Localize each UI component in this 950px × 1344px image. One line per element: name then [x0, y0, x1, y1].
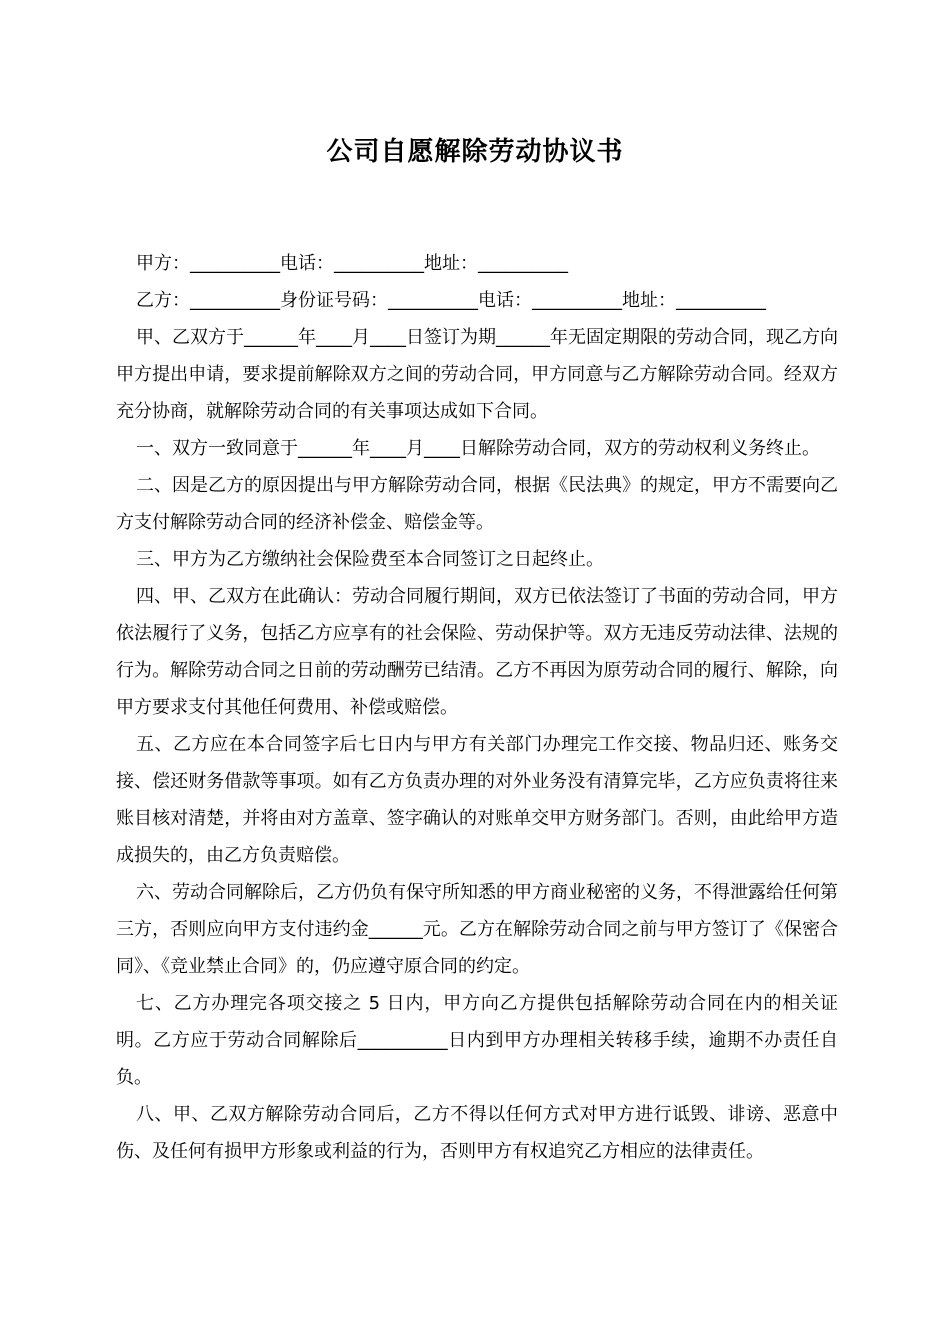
clause-5: 五、乙方应在本合同签字后七日内与甲方有关部门办理完工作交接、物品归还、账务交接、偿还财务借款等事项。如有乙方负责办理的对外业务没有清算完毕，乙方应负责将往来账目核对清楚，并将由对方盖章、签字确认的对账单交甲方财务部门。否则，由此给甲方造成损失的，由乙方负责赔偿。 — [116, 734, 838, 866]
clause-7: 七、乙方办理完各项交接之 5 日内，甲方向乙方提供包括解除劳动合同在内的相关证明。乙方应于劳动合同解除后__________日内到甲方办理相关转移手续，逾期不办责任自负。 — [116, 993, 838, 1088]
clause-1: 一、双方一致同意于______年____月____日解除劳动合同，双方的劳动权利义务终止。 — [136, 438, 820, 459]
party-a-line: 甲方：__________电话：__________地址：__________ — [136, 253, 568, 274]
intro-paragraph: 甲、乙双方于______年____月____日签订为期______年无固定期限的劳动合同，现乙方向甲方提出申请，要求提前解除双方之间的劳动合同，甲方同意与乙方解除劳动合同。经双方充分协商，就解除劳动合同的有关事项达成如下合同。 — [116, 327, 838, 422]
clause-3: 三、甲方为乙方缴纳社会保险费至本合同签订之日起终止。 — [136, 549, 604, 570]
clause-4: 四、甲、乙双方在此确认：劳动合同履行期间，双方已依法签订了书面的劳动合同，甲方依法履行了义务，包括乙方应享有的社会保险、劳动保护等。双方无违反劳动法律、法规的行为。解除劳动合同之日前的劳动酬劳已结清。乙方不再因为原劳动合同的履行、解除，向甲方要求支付其他任何费用、补偿或赔偿。 — [116, 586, 838, 718]
clause-6: 六、劳动合同解除后，乙方仍负有保守所知悉的甲方商业秘密的义务，不得泄露给任何第三方，否则应向甲方支付违约金______元。乙方在解除劳动合同之前与甲方签订了《保密合同》、《竞业禁止合同》的，仍应遵守原合同的约定。 — [116, 882, 838, 977]
clause-2: 二、因是乙方的原因提出与甲方解除劳动合同，根据《民法典》的规定，甲方不需要向乙方支付解除劳动合同的经济补偿金、赔偿金等。 — [116, 475, 838, 533]
document-title: 公司自愿解除劳动协议书 — [326, 137, 624, 167]
clause-8: 八、甲、乙双方解除劳动合同后，乙方不得以任何方式对甲方进行诋毁、诽谤、恶意中伤、及任何有损甲方形象或利益的行为，否则甲方有权追究乙方相应的法律责任。 — [116, 1104, 838, 1162]
party-b-line: 乙方：__________身份证号码：__________电话：__________地址：__________ — [136, 290, 766, 311]
document-body — [116, 245, 838, 1170]
